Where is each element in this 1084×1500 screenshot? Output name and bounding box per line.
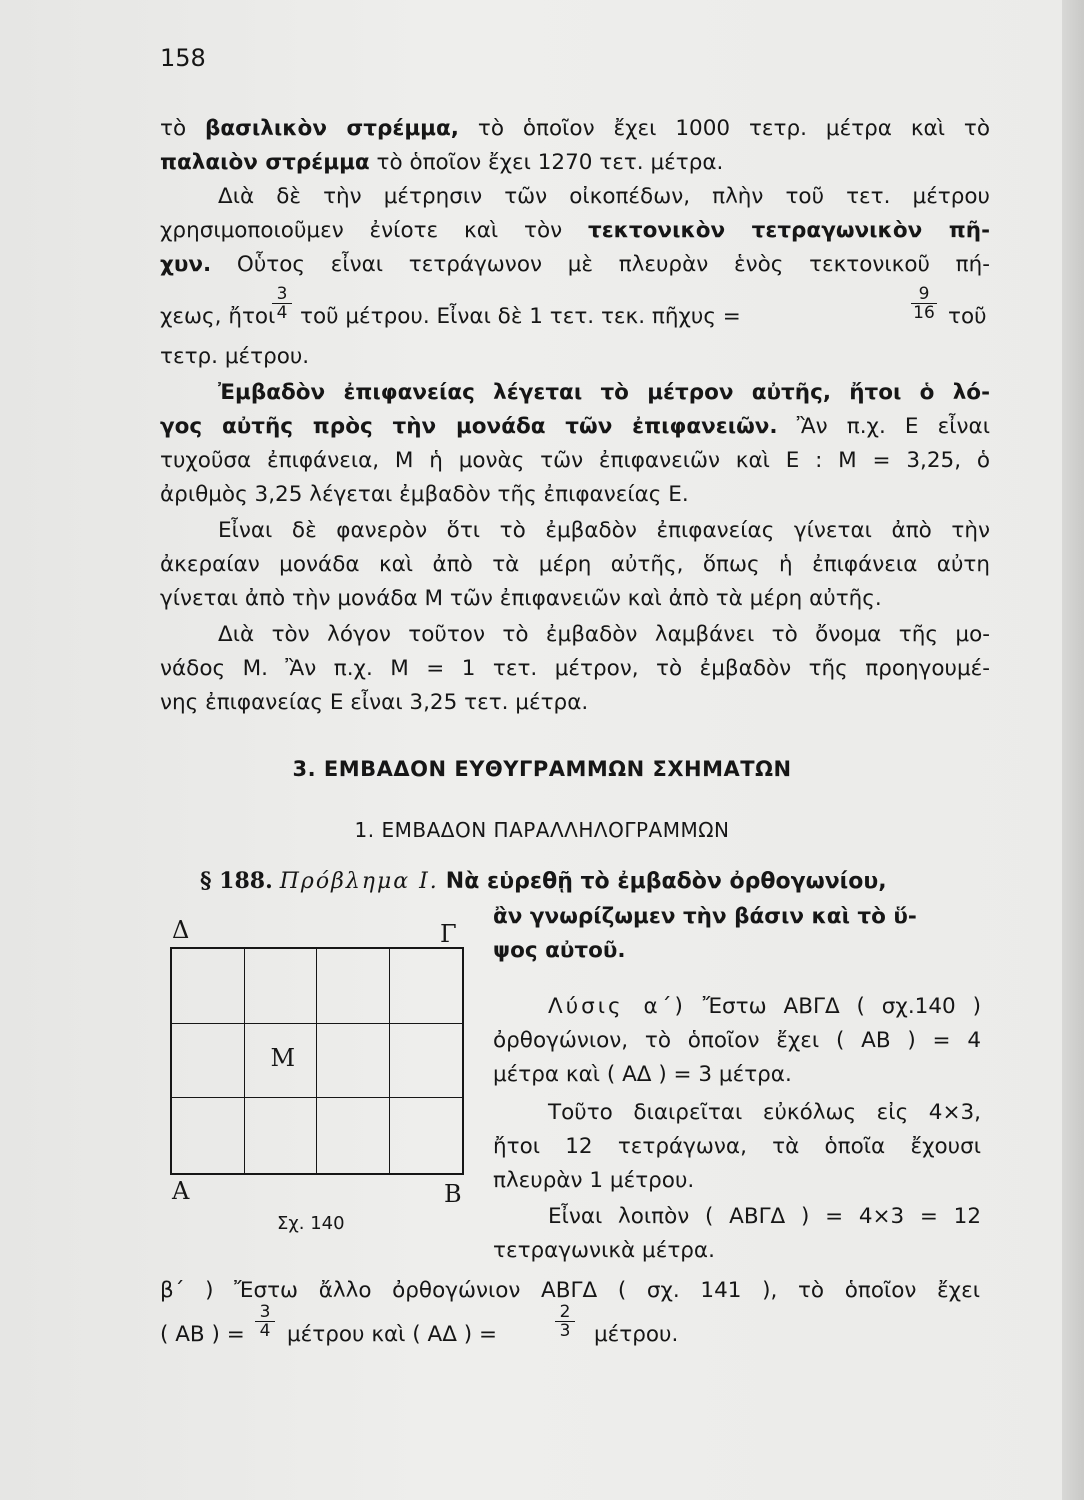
grid-cell (317, 1024, 390, 1099)
text-fragment: μέτρου καὶ ( ΑΔ ) = (287, 1322, 497, 1347)
text-line: γος αὐτῆς πρὸς τὴν μονάδα τῶν ἐπιφανειῶν. Ἂν π.χ. Ε εἶναι (160, 414, 991, 439)
definition-line: Ἐμβαδὸν ἐπιφανείας λέγεται τὸ μέτρον αὐτῆς, ἤτοι ὁ λό- (218, 380, 990, 405)
grid-cell-unit (245, 1024, 318, 1099)
grid-cell (317, 1098, 390, 1173)
grid-cell (172, 1098, 245, 1173)
fraction-three-quarters: $\frac{3}{4}$ (255, 1303, 275, 1340)
text-line: τετραγωνικὰ μέτρα. (493, 1238, 715, 1263)
text-fragment: τοῦ μέτρου. Εἶναι δὲ 1 τετ. τεκ. πῆχυς = (300, 304, 741, 329)
page-edge-shadow (1062, 0, 1084, 1500)
problem-heading: § 188. Πρόβλημα Ι. Νὰ εὑρεθῇ τὸ ἐμβαδὸν ὀρθογωνίου, (200, 868, 887, 894)
text-line: μέτρα καὶ ( ΑΔ ) = 3 μέτρα. (493, 1062, 792, 1087)
fraction-two-thirds: $\frac{2}{3}$ (555, 1303, 575, 1340)
text-fragment: τοῦ (948, 304, 987, 329)
rectangle-grid-figure (170, 947, 464, 1175)
text-line: Εἶναι λοιπὸν ( ΑΒΓΔ ) = 4×3 = 12 (548, 1204, 981, 1229)
text-line: Διὰ τὸν λόγον τοῦτον τὸ ἐμβαδὸν λαμβάνει τὸ ὄνομα τῆς μο- (218, 622, 990, 647)
text-line: τὸ βασιλικὸν στρέμμα, τὸ ὁποῖον ἔχει 1000 τετρ. μέτρα καὶ τὸ (160, 116, 991, 141)
vertex-label-alpha: Α (172, 1177, 190, 1205)
problem-title-line: ψος αὐτοῦ. (493, 938, 626, 963)
text-line: ἀριθμὸς 3,25 λέγεται ἐμβαδὸν τῆς ἐπιφανείας Ε. (160, 482, 689, 507)
grid-cell (245, 1098, 318, 1173)
text-line: ἀκεραίαν μονάδα καὶ ἀπὸ τὰ μέρη αὐτῆς, ὅπως ἡ ἐπιφάνεια αὐτη (160, 552, 990, 577)
text-line: νάδος Μ. Ἂν π.χ. Μ = 1 τετ. μέτρον, τὸ ἐμβαδὸν τῆς προηγουμέ- (160, 656, 990, 681)
figure-caption: Σχ. 140 (277, 1213, 345, 1234)
text-line: ἤτοι 12 τετράγωνα, τὰ ὁποῖα ἔχουσι (493, 1134, 981, 1159)
text-line: β΄ ) Ἔστω ἄλλο ὀρθογώνιον ΑΒΓΔ ( σχ. 141 ), τὸ ὁποῖον ἔχει (160, 1278, 980, 1303)
unit-label: Μ (270, 1043, 296, 1072)
text-line: πλευρὰν 1 μέτρου. (493, 1168, 695, 1193)
text-line: γίνεται ἀπὸ τὴν μονάδα Μ τῶν ἐπιφανειῶν καὶ ἀπὸ τὰ μέρη αὐτῆς. (160, 586, 882, 611)
vertex-label-beta: Β (444, 1180, 462, 1208)
text-line: νης ἐπιφανείας Ε εἶναι 3,25 τετ. μέτρα. (160, 690, 589, 715)
text-line: Τοῦτο διαιρεῖται εὐκόλως εἰς 4×3, (548, 1100, 981, 1125)
text-fragment: χεως, ἤτοι (160, 304, 276, 329)
text-fragment: ( ΑΒ ) = (160, 1322, 245, 1347)
vertex-label-gamma: Γ (440, 920, 457, 948)
subsection-heading: 1. ΕΜΒΑΔΟΝ ΠΑΡΑΛΛΗΛΟΓΡΑΜΜΩΝ (354, 818, 730, 842)
grid-cell (245, 949, 318, 1024)
text-line: Λύσις α΄) Ἔστω ΑΒΓΔ ( σχ.140 ) (548, 994, 981, 1019)
text-fragment: μέτρου. (594, 1322, 679, 1347)
grid-cell (172, 1024, 245, 1099)
text-line: χρησιμοποιοῦμεν ἐνίοτε καὶ τὸν τεκτονικὸν τετραγωνικὸν πῆ- (160, 218, 990, 243)
grid-cell (317, 949, 390, 1024)
fraction-three-quarters: $\frac{3}{4}$ (272, 285, 292, 322)
vertex-label-delta: Δ (172, 916, 190, 944)
text-line: χυν. Οὗτος εἶναι τετράγωνον μὲ πλευρὰν ἑνὸς τεκτονικοῦ πή- (160, 252, 990, 277)
grid-cell (172, 949, 245, 1024)
text-line: Διὰ δὲ τὴν μέτρησιν τῶν οἰκοπέδων, πλὴν τοῦ τετ. μέτρου (218, 184, 990, 209)
fraction-nine-sixteenths: $\frac{9}{16}$ (911, 285, 937, 322)
text-line: ὀρθογώνιον, τὸ ὁποῖον ἔχει ( ΑΒ ) = 4 (493, 1028, 981, 1053)
text-line: παλαιὸν στρέμμα τὸ ὁποῖον ἔχει 1270 τετ. μέτρα. (160, 150, 724, 175)
grid-cell (390, 949, 463, 1024)
text-line: τετρ. μέτρου. (160, 344, 310, 369)
grid-cell (390, 1098, 463, 1173)
problem-title-line: ἂν γνωρίζωμεν τὴν βάσιν καὶ τὸ ὕ- (493, 904, 917, 929)
page-number: 158 (160, 44, 206, 72)
text-line: τυχοῦσα ἐπιφάνεια, Μ ἡ μονὰς τῶν ἐπιφανειῶν καὶ Ε : Μ = 3,25, ὁ (160, 448, 990, 473)
section-heading: 3. ΕΜΒΑΔΟΝ ΕΥΘΥΓΡΑΜΜΩΝ ΣΧΗΜΑΤΩΝ (292, 757, 792, 781)
grid-cell (390, 1024, 463, 1099)
text-line: Εἶναι δὲ φανερὸν ὅτι τὸ ἐμβαδὸν ἐπιφανείας γίνεται ἀπὸ τὴν (218, 518, 990, 543)
